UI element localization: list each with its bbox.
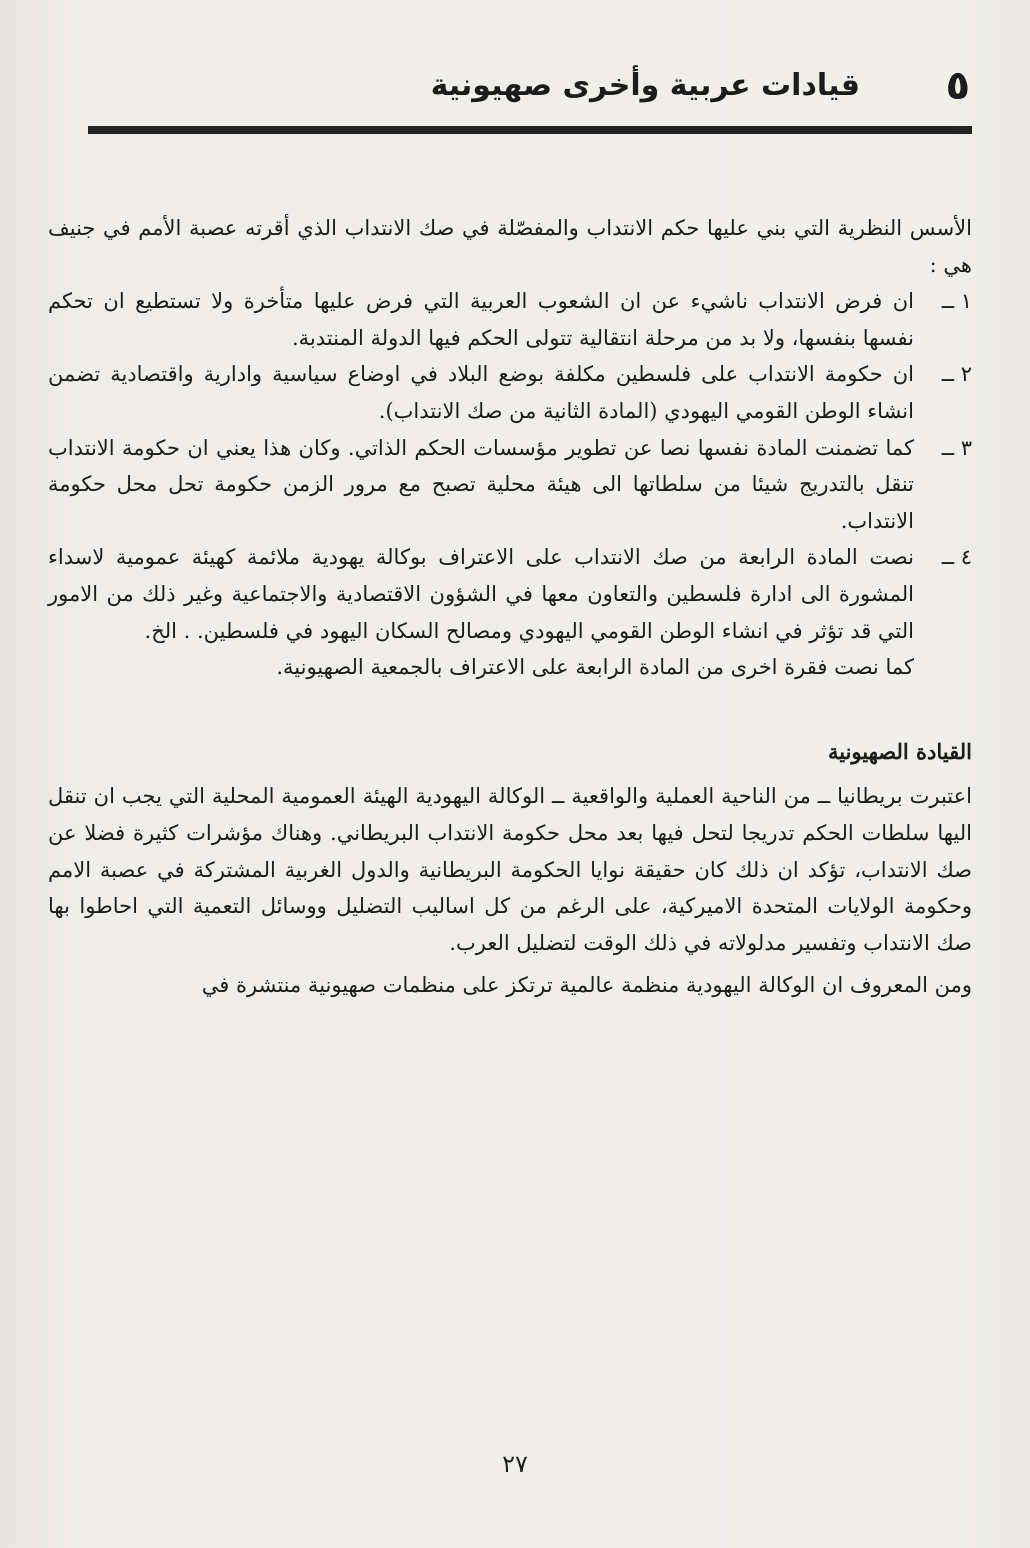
list-item [48, 356, 972, 429]
list-item-text: كما تضمنت المادة نفسها نصا عن تطوير مؤسسات الحكم الذاتي. وكان هذا يعني ان حكومة الانتداب تنقل بالتدريج شيئا من سلطاتها الى هيئة محلية تصبح مع مرور الزمن حكومة تحل محل حكومة الانتداب. [48, 435, 914, 533]
list-item [48, 430, 972, 540]
list-item-number: ١ ــ [941, 289, 972, 314]
chapter-header [90, 58, 970, 118]
page-body [48, 210, 972, 1010]
list-item-text: ان حكومة الانتداب على فلسطين مكلفة بوضع البلاد في اوضاع سياسية وادارية واقتصادية تضمن انشاء الوطن القومي اليهودي (المادة الثانية من صك الانتداب). [48, 362, 914, 423]
list-item [48, 283, 972, 356]
body-paragraph: ومن المعروف ان الوكالة اليهودية منظمة عالمية ترتكز على منظمات صهيونية منتشرة في [201, 973, 972, 998]
body-paragraph: اعتبرت بريطانيا ــ من الناحية العملية والواقعية ــ الوكالة اليهودية الهيئة العمومية المحلية التي يجب ان تنقل اليها سلطات الحكم تدريجا لتحل فيها بعد محل حكومة الانتداب البريطاني. وهناك مؤشرات كثيرة فضلا عن صك الانتداب، تؤكد ان ذلك كان حقيقة نوايا الحكومة البريطانية والدول الغربية المشتركة في عصبة الامم وحكومة الولايات المتحدة الاميركية، على الرغم من كل اساليب التضليل ووسائل التعمية التي احاطوا بها صك الانتداب وتفسير مدلولاته في ذلك الوقت لتضليل العرب. [48, 784, 972, 955]
page-number: ٢٧ [502, 1450, 528, 1478]
list-item-number: ٣ ــ [941, 435, 972, 460]
chapter-title: قيادات عربية وأخرى صهيونية [430, 68, 860, 103]
chapter-number: ٥ [945, 63, 970, 109]
list-item [48, 539, 972, 649]
list-item-text: ان فرض الانتداب ناشيء عن ان الشعوب العربية التي فرض عليها متأخرة ولا تستطيع ان تحكم نفسها بنفسها، ولا بد من مرحلة انتقالية تتولى الحكم فيها الدولة المنتدبة. [48, 289, 914, 350]
list-item-number: ٤ ــ [941, 545, 972, 570]
section-heading: القيادة الصهيونية [827, 738, 972, 764]
list-item-number: ٢ ــ [941, 362, 972, 387]
intro-paragraph: الأسس النظرية التي بني عليها حكم الانتداب والمفصّلة في صك الانتداب الذي أقرته عصبة الأمم في جنيف هي : [48, 216, 972, 277]
closing-paragraph: كما نصت فقرة اخرى من المادة الرابعة على الاعتراف بالجمعية الصهيونية. [276, 655, 914, 680]
list-item-text: نصت المادة الرابعة من صك الانتداب على الاعتراف بوكالة يهودية ملائمة كهيئة عمومية لاسداء المشورة الى ادارة فلسطين والتعاون معها في الشؤون الاقتصادية والاجتماعية وغير ذلك من الامور التي قد تؤثر في انشاء الوطن القومي اليهودي ومصالح السكان اليهود في فلسطين. . الخ. [48, 545, 914, 643]
header-rule [88, 126, 972, 134]
